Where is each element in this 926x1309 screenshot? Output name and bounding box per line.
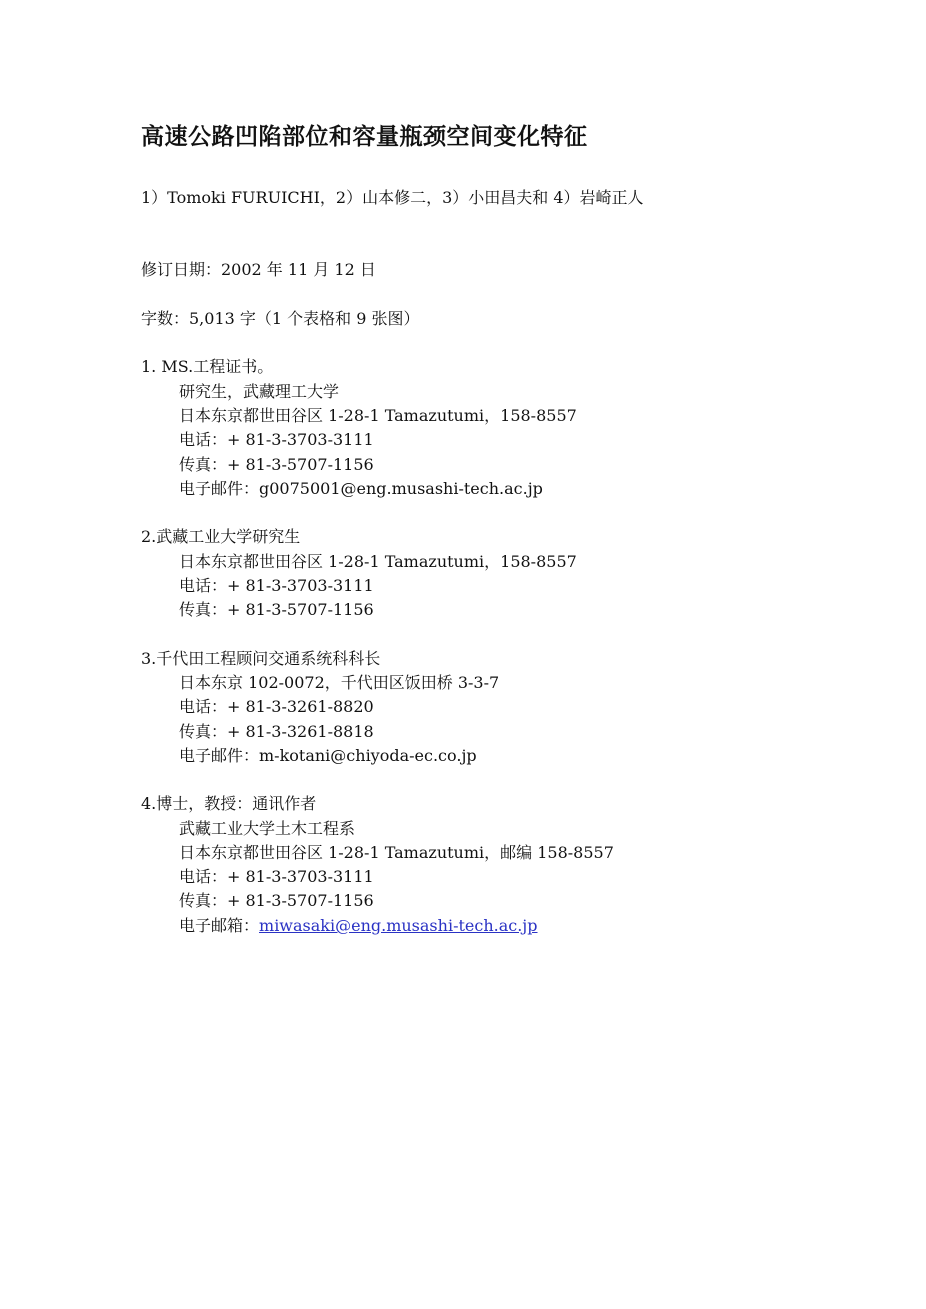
affiliation-4-address: 日本东京都世田谷区 1-28-1 Tamazutumi，邮编 158-8557 (179, 843, 614, 862)
affiliation-1-email: 电子邮件：g0075001@eng.musashi-tech.ac.jp (179, 479, 543, 498)
affiliation-2-heading: 2.武藏工业大学研究生 (141, 527, 301, 546)
affiliation-4-phone: 电话：+ 81-3-3703-3111 (179, 867, 374, 886)
affiliation-3-email: 电子邮件：m-kotani@chiyoda-ec.co.jp (179, 746, 477, 765)
paper-title: 高速公路凹陷部位和容量瓶颈空间变化特征 (141, 124, 588, 150)
affiliation-4-heading: 4.博士，教授：通讯作者 (141, 794, 317, 813)
affiliation-4-fax: 传真：+ 81-3-5707-1156 (179, 891, 374, 910)
affiliation-3-address: 日本东京 102-0072，千代田区饭田桥 3-3-7 (179, 673, 500, 692)
affiliation-2-phone: 电话：+ 81-3-3703-3111 (179, 576, 374, 595)
affiliation-1-fax: 传真：+ 81-3-5707-1156 (179, 455, 374, 474)
affiliation-1-heading: 1. MS.工程证书。 (141, 357, 274, 376)
affiliation-1-address: 日本东京都世田谷区 1-28-1 Tamazutumi，158-8557 (179, 406, 577, 425)
word-count: 字数：5,013 字（1 个表格和 9 张图） (141, 309, 420, 328)
affiliation-1-phone: 电话：+ 81-3-3703-3111 (179, 430, 374, 449)
affiliation-4-email-row (179, 914, 538, 938)
affiliation-1-line: 研究生，武藏理工大学 (179, 382, 340, 401)
affiliation-3-heading: 3.千代田工程顾问交通系统科科长 (141, 649, 381, 668)
affiliation-2-address: 日本东京都世田谷区 1-28-1 Tamazutumi，158-8557 (179, 552, 577, 571)
email-link[interactable]: miwasaki@eng.musashi-tech.ac.jp (259, 916, 538, 935)
revision-date: 修订日期：2002 年 11 月 12 日 (141, 260, 376, 279)
affiliation-2-fax: 传真：+ 81-3-5707-1156 (179, 600, 374, 619)
author-list: 1）Tomoki FURUICHI，2）山本修二，3）小田昌夫和 4）岩崎正人 (141, 188, 644, 207)
affiliation-3-phone: 电话：+ 81-3-3261-8820 (179, 697, 374, 716)
affiliation-4-department: 武藏工业大学土木工程系 (179, 819, 356, 838)
email-label: 电子邮箱： (179, 916, 260, 935)
affiliation-3-fax: 传真：+ 81-3-3261-8818 (179, 722, 374, 741)
